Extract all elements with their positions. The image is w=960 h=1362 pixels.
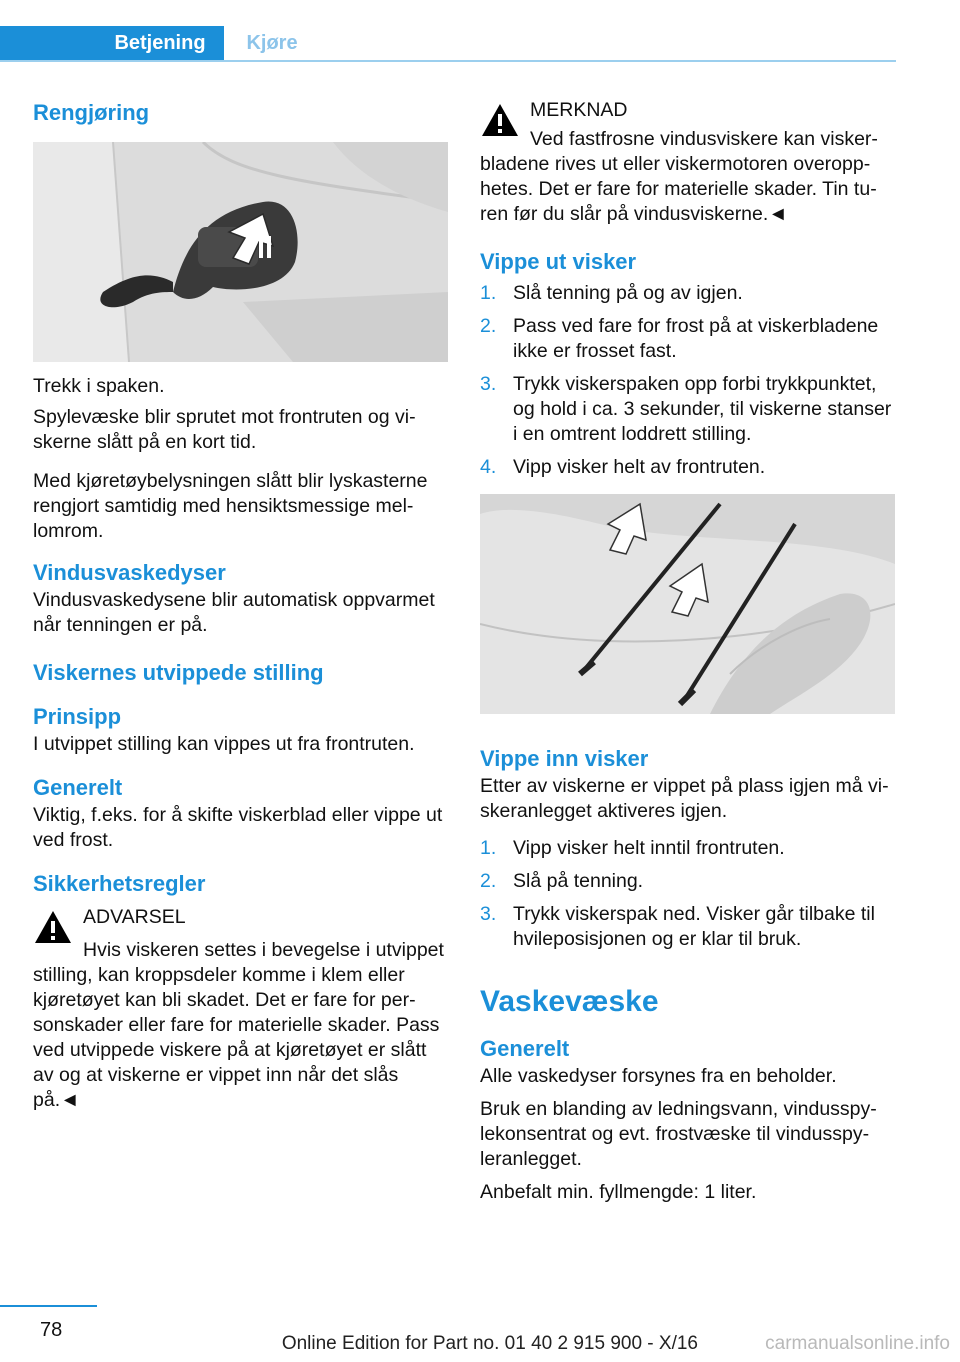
heading-principle: Prinsipp — [33, 704, 122, 729]
text-principle: I utvippet stilling kan vippes ut fra frontruten. — [33, 733, 415, 755]
list-item: 2. Pass ved fare for frost på at viskerbladene ikke er frosset fast. — [480, 315, 879, 362]
wiper-stalk-illustration — [33, 142, 448, 362]
warning-block — [33, 905, 449, 1113]
text-fluid-reservoir: Alle vaskedyser forsynes fra en beholder. — [480, 1065, 837, 1087]
list-item: 3. Trykk viskerspaken opp forbi trykkpunktet, og hold i ca. 3 sekunder, til viskerne stanser i en omtrent loddrett stilling. — [480, 373, 892, 445]
steps-fold-out — [480, 281, 896, 480]
right-column — [480, 98, 896, 1205]
text-headlight-cleaning: Med kjøretøybelysningen slått blir lyskasterne rengjort samtidig med hensiktsmessige mellomrom. — [33, 470, 428, 542]
list-item: 1. Slå tenning på og av igjen. — [480, 282, 743, 304]
heading-cleaning: Rengjøring — [33, 100, 150, 125]
steps-fold-in — [480, 836, 896, 952]
edition-text: Online Edition for Part no. 01 40 2 915 900 - X/16 — [281, 1333, 698, 1354]
tab-kjore[interactable]: Kjøre — [246, 32, 298, 54]
warning-title: ADVARSEL — [83, 906, 186, 928]
heading-fold-in-wiper: Vippe inn visker — [480, 746, 649, 771]
heading-washer-fluid: Vaskevæske — [480, 985, 659, 1018]
text-fluid-amount: Anbefalt min. fyllmengde: 1 liter. — [480, 1181, 757, 1203]
heading-nozzles: Vindusvaskedyser — [33, 560, 226, 585]
list-item: 2. Slå på tenning. — [480, 870, 644, 892]
list-item: 4. Vipp visker helt av frontruten. — [480, 456, 766, 478]
heading-safety: Sikkerhetsregler — [33, 871, 206, 896]
text-pull-stalk: Trekk i spaken. — [33, 375, 165, 397]
text-fluid-mixture: Bruk en blanding av ledningsvann, vindusspylekonsentrat og evt. frostvæske til vindusspyleranlegget. — [480, 1098, 877, 1170]
warning-triangle-icon — [480, 102, 520, 138]
left-column — [33, 98, 449, 1113]
heading-fold-out-wiper: Vippe ut visker — [480, 249, 637, 274]
heading-foldout-position: Viskernes utvippede stilling — [33, 660, 324, 685]
heading-fluid-general: Generelt — [480, 1036, 570, 1061]
text-washer-fluid: Spylevæske blir sprutet mot frontruten og viskerne slått på en kort tid. — [33, 406, 416, 453]
text-nozzles: Vindusvaskedysene blir automatisk oppvarmet når tenningen er på. — [33, 589, 435, 636]
warning-triangle-icon — [33, 909, 73, 945]
windshield-wiper-illustration — [480, 494, 895, 714]
notice-text: Ved fastfrosne vindusviskere kan viskerbladene rives ut eller viskermotoren overopphetes. Det er fare for materielle skader. Tin turen før du slår på vindusviskerne.◄ — [480, 128, 878, 225]
tab-bar-underline — [0, 60, 896, 62]
tab-betjening[interactable]: Betjening — [96, 26, 224, 60]
page-number: 78 — [40, 1319, 63, 1341]
footer-accent-line — [0, 1305, 97, 1307]
warning-text: Hvis viskeren settes i bevegelse i utvippet stilling, kan kroppsdeler komme i klem eller kjøretøyet kan bli skadet. Det er fare for personskader eller fare for materielle skader. Pass ved utvippede viskere på at kjøretøyet er slått av og at viskerne er vippet inn når det slås på.◄ — [33, 939, 444, 1111]
watermark-text: carmanualsonline.info — [765, 1333, 950, 1354]
list-item: 1. Vipp visker helt inntil frontruten. — [480, 837, 785, 859]
chapter-tab-bar — [0, 26, 896, 62]
heading-general: Generelt — [33, 775, 123, 800]
tab-bar-accent — [0, 26, 96, 60]
text-general: Viktig, f.eks. for å skifte viskerblad eller vippe ut ved frost. — [33, 804, 443, 851]
list-item: 3. Trykk viskerspak ned. Visker går tilbake til hvileposisjonen og er klar til bruk. — [480, 903, 875, 950]
notice-block — [480, 98, 896, 227]
text-fold-in: Etter av viskerne er vippet på plass igjen må viskeranlegget aktiveres igjen. — [480, 775, 889, 822]
notice-title: MERKNAD — [530, 99, 628, 121]
